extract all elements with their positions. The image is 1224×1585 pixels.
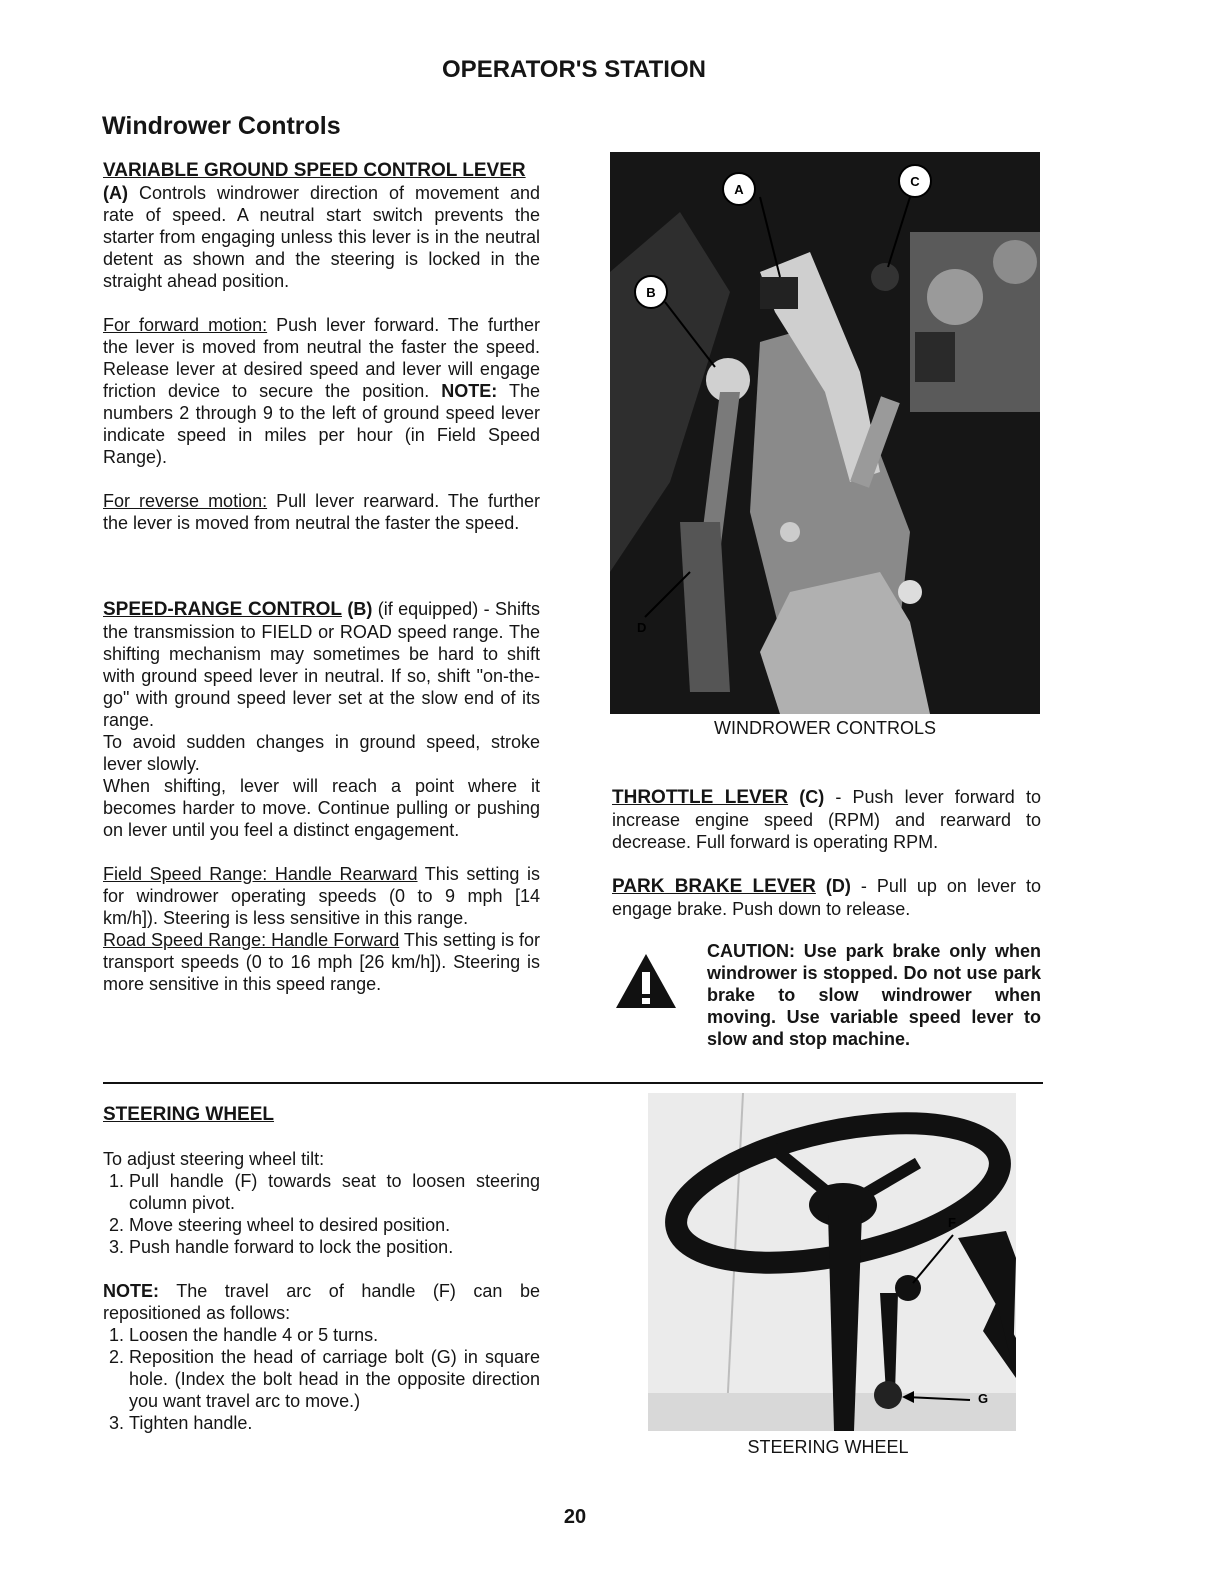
speed-range-intro-text: (if equipped) - Shifts the transmission to FIELD or ROAD speed range. The shifting mechanism may sometimes be hard to shift with ground speed lever in neutral. If so, shift "on-the-go" with ground speed lever set at the slow end of its range. <box>103 599 540 730</box>
section-title: Windrower Controls <box>102 112 341 140</box>
windrower-controls-illustration <box>610 152 1040 714</box>
label-g: G <box>978 1391 989 1406</box>
forward-motion-label: For forward motion: <box>103 315 268 335</box>
steering-note-text: The travel arc of handle (F) can be repositioned as follows: <box>103 1281 540 1323</box>
ground-speed-ref: (A) <box>103 183 128 203</box>
steering-wheel-caption: STEERING WHEEL <box>747 1437 909 1457</box>
callout-b: B <box>634 275 668 309</box>
throttle-section <box>612 786 1041 920</box>
throttle-heading: THROTTLE LEVER <box>612 787 789 808</box>
forward-motion-paragraph <box>103 314 540 468</box>
throttle-text: - Push lever forward to increase engine speed (RPM) and rearward to decrease. Full forward is operating RPM. <box>612 787 1041 852</box>
ground-speed-heading: VARIABLE GROUND SPEED CONTROL LEVER <box>103 160 526 181</box>
ground-speed-intro-text: Controls windrower direction of movement and rate of speed. A neutral start switch prevents the starter from engaging unless this lever is in the neutral detent as shown and the steering is locked in the straight ahead position. <box>103 183 540 291</box>
note-step: 2. Reposition the head of carriage bolt (G) in square hole. (Index the bolt head in the opposite direction you want travel arc to move.) <box>129 1346 540 1412</box>
steering-note <box>103 1280 540 1324</box>
section-divider <box>103 1082 1043 1084</box>
reverse-motion-label: For reverse motion: <box>103 491 268 511</box>
steering-note-steps <box>103 1324 540 1434</box>
road-speed-paragraph <box>103 929 540 995</box>
steering-note-label: NOTE: <box>103 1281 159 1301</box>
ground-speed-intro <box>103 182 540 292</box>
speed-range-avoid: To avoid sudden changes in ground speed, stroke lever slowly. <box>103 732 540 774</box>
ground-speed-section <box>103 160 540 534</box>
park-brake-ref: (D) <box>825 876 851 896</box>
callout-a: A <box>722 172 756 206</box>
label-f: F <box>948 1215 956 1230</box>
reverse-motion-paragraph <box>103 490 540 534</box>
speed-range-ref: (B) <box>347 599 373 619</box>
steering-step: 1. Pull handle (F) towards seat to loosen steering column pivot. <box>129 1170 540 1214</box>
page-header: OPERATOR'S STATION <box>442 56 706 83</box>
throttle-ref: (C) <box>799 787 825 807</box>
field-speed-paragraph <box>103 863 540 929</box>
steering-wheel-illustration <box>648 1093 1016 1431</box>
road-speed-text: This setting is for transport speeds (0 to 16 mph [26 km/h]). Steering is more sensitive in this speed range. <box>103 930 540 994</box>
speed-range-section <box>103 598 540 995</box>
speed-range-intro <box>103 598 540 731</box>
note-step: 3. Tighten handle. <box>129 1412 540 1434</box>
steering-step: 3. Push handle forward to lock the position. <box>129 1236 540 1258</box>
park-brake-heading: PARK BRAKE LEVER <box>612 876 816 897</box>
park-brake-paragraph <box>612 875 1041 920</box>
windrower-controls-caption: WINDROWER CONTROLS <box>714 718 936 738</box>
field-speed-text: This setting is for windrower operating speeds (0 to 9 mph [14 km/h]). Steering is less sensitive in this range. <box>103 864 540 928</box>
callout-d: D <box>637 620 647 635</box>
speed-range-heading: SPEED-RANGE CONTROL <box>103 599 342 620</box>
throttle-paragraph <box>612 786 1041 853</box>
speed-range-shifting: When shifting, lever will reach a point where it becomes harder to move. Continue pulling or pushing on lever until you feel a distinct engagement. <box>103 776 540 840</box>
callout-c: C <box>898 164 932 198</box>
forward-motion-text: Push lever forward. The further the lever is moved from neutral the faster the speed. Release lever at desired speed and lever will engage friction device to secure the position. <box>103 315 540 401</box>
forward-note-text: The numbers 2 through 9 to the left of ground speed lever indicate speed in miles per hour (in Field Speed Range). <box>103 381 540 467</box>
park-brake-text: - Pull up on lever to engage brake. Push down to release. <box>612 876 1041 919</box>
steering-step: 2. Move steering wheel to desired position. <box>129 1214 540 1236</box>
steering-section <box>103 1104 540 1434</box>
steering-wheel-photo <box>648 1093 1016 1431</box>
windrower-controls-photo <box>610 152 1040 714</box>
reverse-motion-text: Pull lever rearward. The further the lever is moved from neutral the faster the speed. <box>103 491 540 533</box>
caution-warning-icon <box>614 952 678 1010</box>
steering-intro: To adjust steering wheel tilt: <box>103 1149 325 1169</box>
page-number: 20 <box>563 1506 587 1528</box>
caution-text: CAUTION: Use park brake only when windrower is stopped. Do not use park brake to slow windrower when moving. Use variable speed lever to slow and stop machine. <box>707 941 1041 1049</box>
forward-note-label: NOTE: <box>441 381 498 401</box>
note-step: 1. Loosen the handle 4 or 5 turns. <box>129 1324 540 1346</box>
steering-heading: STEERING WHEEL <box>103 1104 275 1125</box>
steering-steps <box>103 1170 540 1258</box>
field-speed-label: Field Speed Range: Handle Rearward <box>103 864 418 884</box>
road-speed-label: Road Speed Range: Handle Forward <box>103 930 400 950</box>
